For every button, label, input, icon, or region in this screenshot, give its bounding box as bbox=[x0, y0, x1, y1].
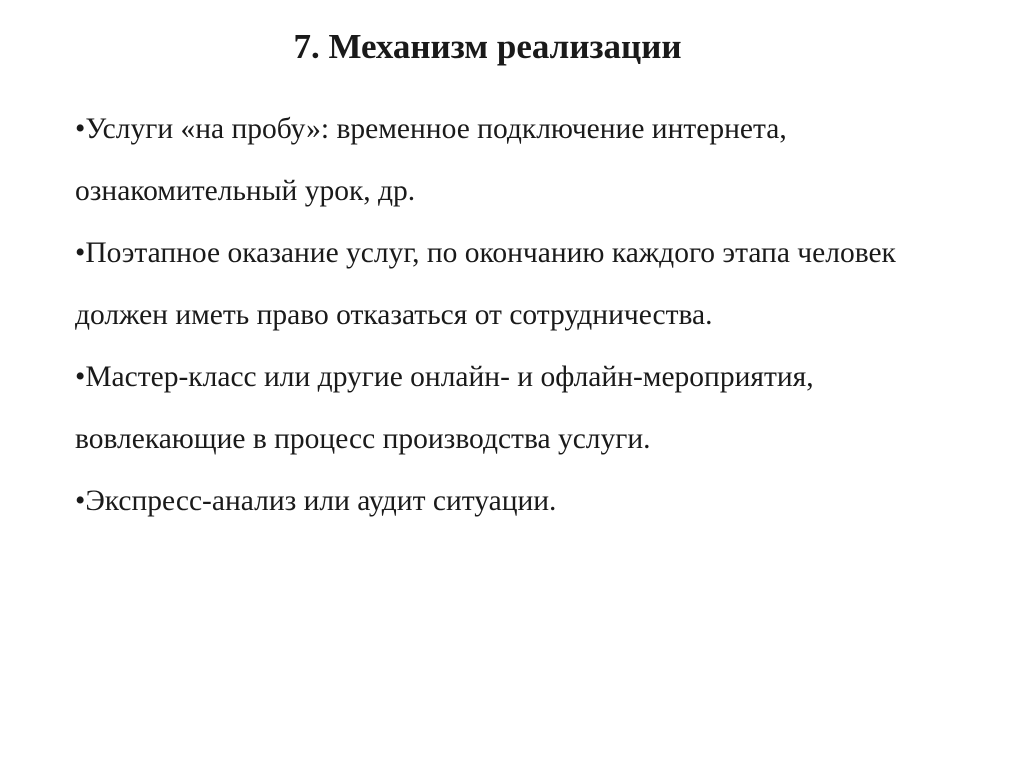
bullet-text: Экспресс-анализ или аудит ситуации. bbox=[85, 485, 557, 517]
bullet-icon: • bbox=[75, 237, 86, 269]
slide-title: 7. Механизм реализации bbox=[293, 27, 682, 66]
bullet-text: Мастер-класс или другие онлайн- и офлайн-мероприятия, вовлекающие в процесс производства услуги. bbox=[75, 361, 814, 455]
bullet-icon: • bbox=[75, 113, 86, 145]
bullet-item bbox=[75, 470, 945, 532]
bullet-list bbox=[75, 98, 945, 532]
bullet-icon: • bbox=[75, 361, 86, 393]
bullet-item bbox=[75, 222, 945, 346]
bullet-icon: • bbox=[75, 485, 86, 517]
bullet-item bbox=[75, 98, 945, 222]
bullet-text: Поэтапное оказание услуг, по окончанию каждого этапа человек должен иметь право отказаться от сотрудничества. bbox=[75, 237, 896, 331]
bullet-item bbox=[75, 346, 945, 470]
bullet-text: Услуги «на пробу»: временное подключение интернета, ознакомительный урок, др. bbox=[75, 113, 787, 207]
